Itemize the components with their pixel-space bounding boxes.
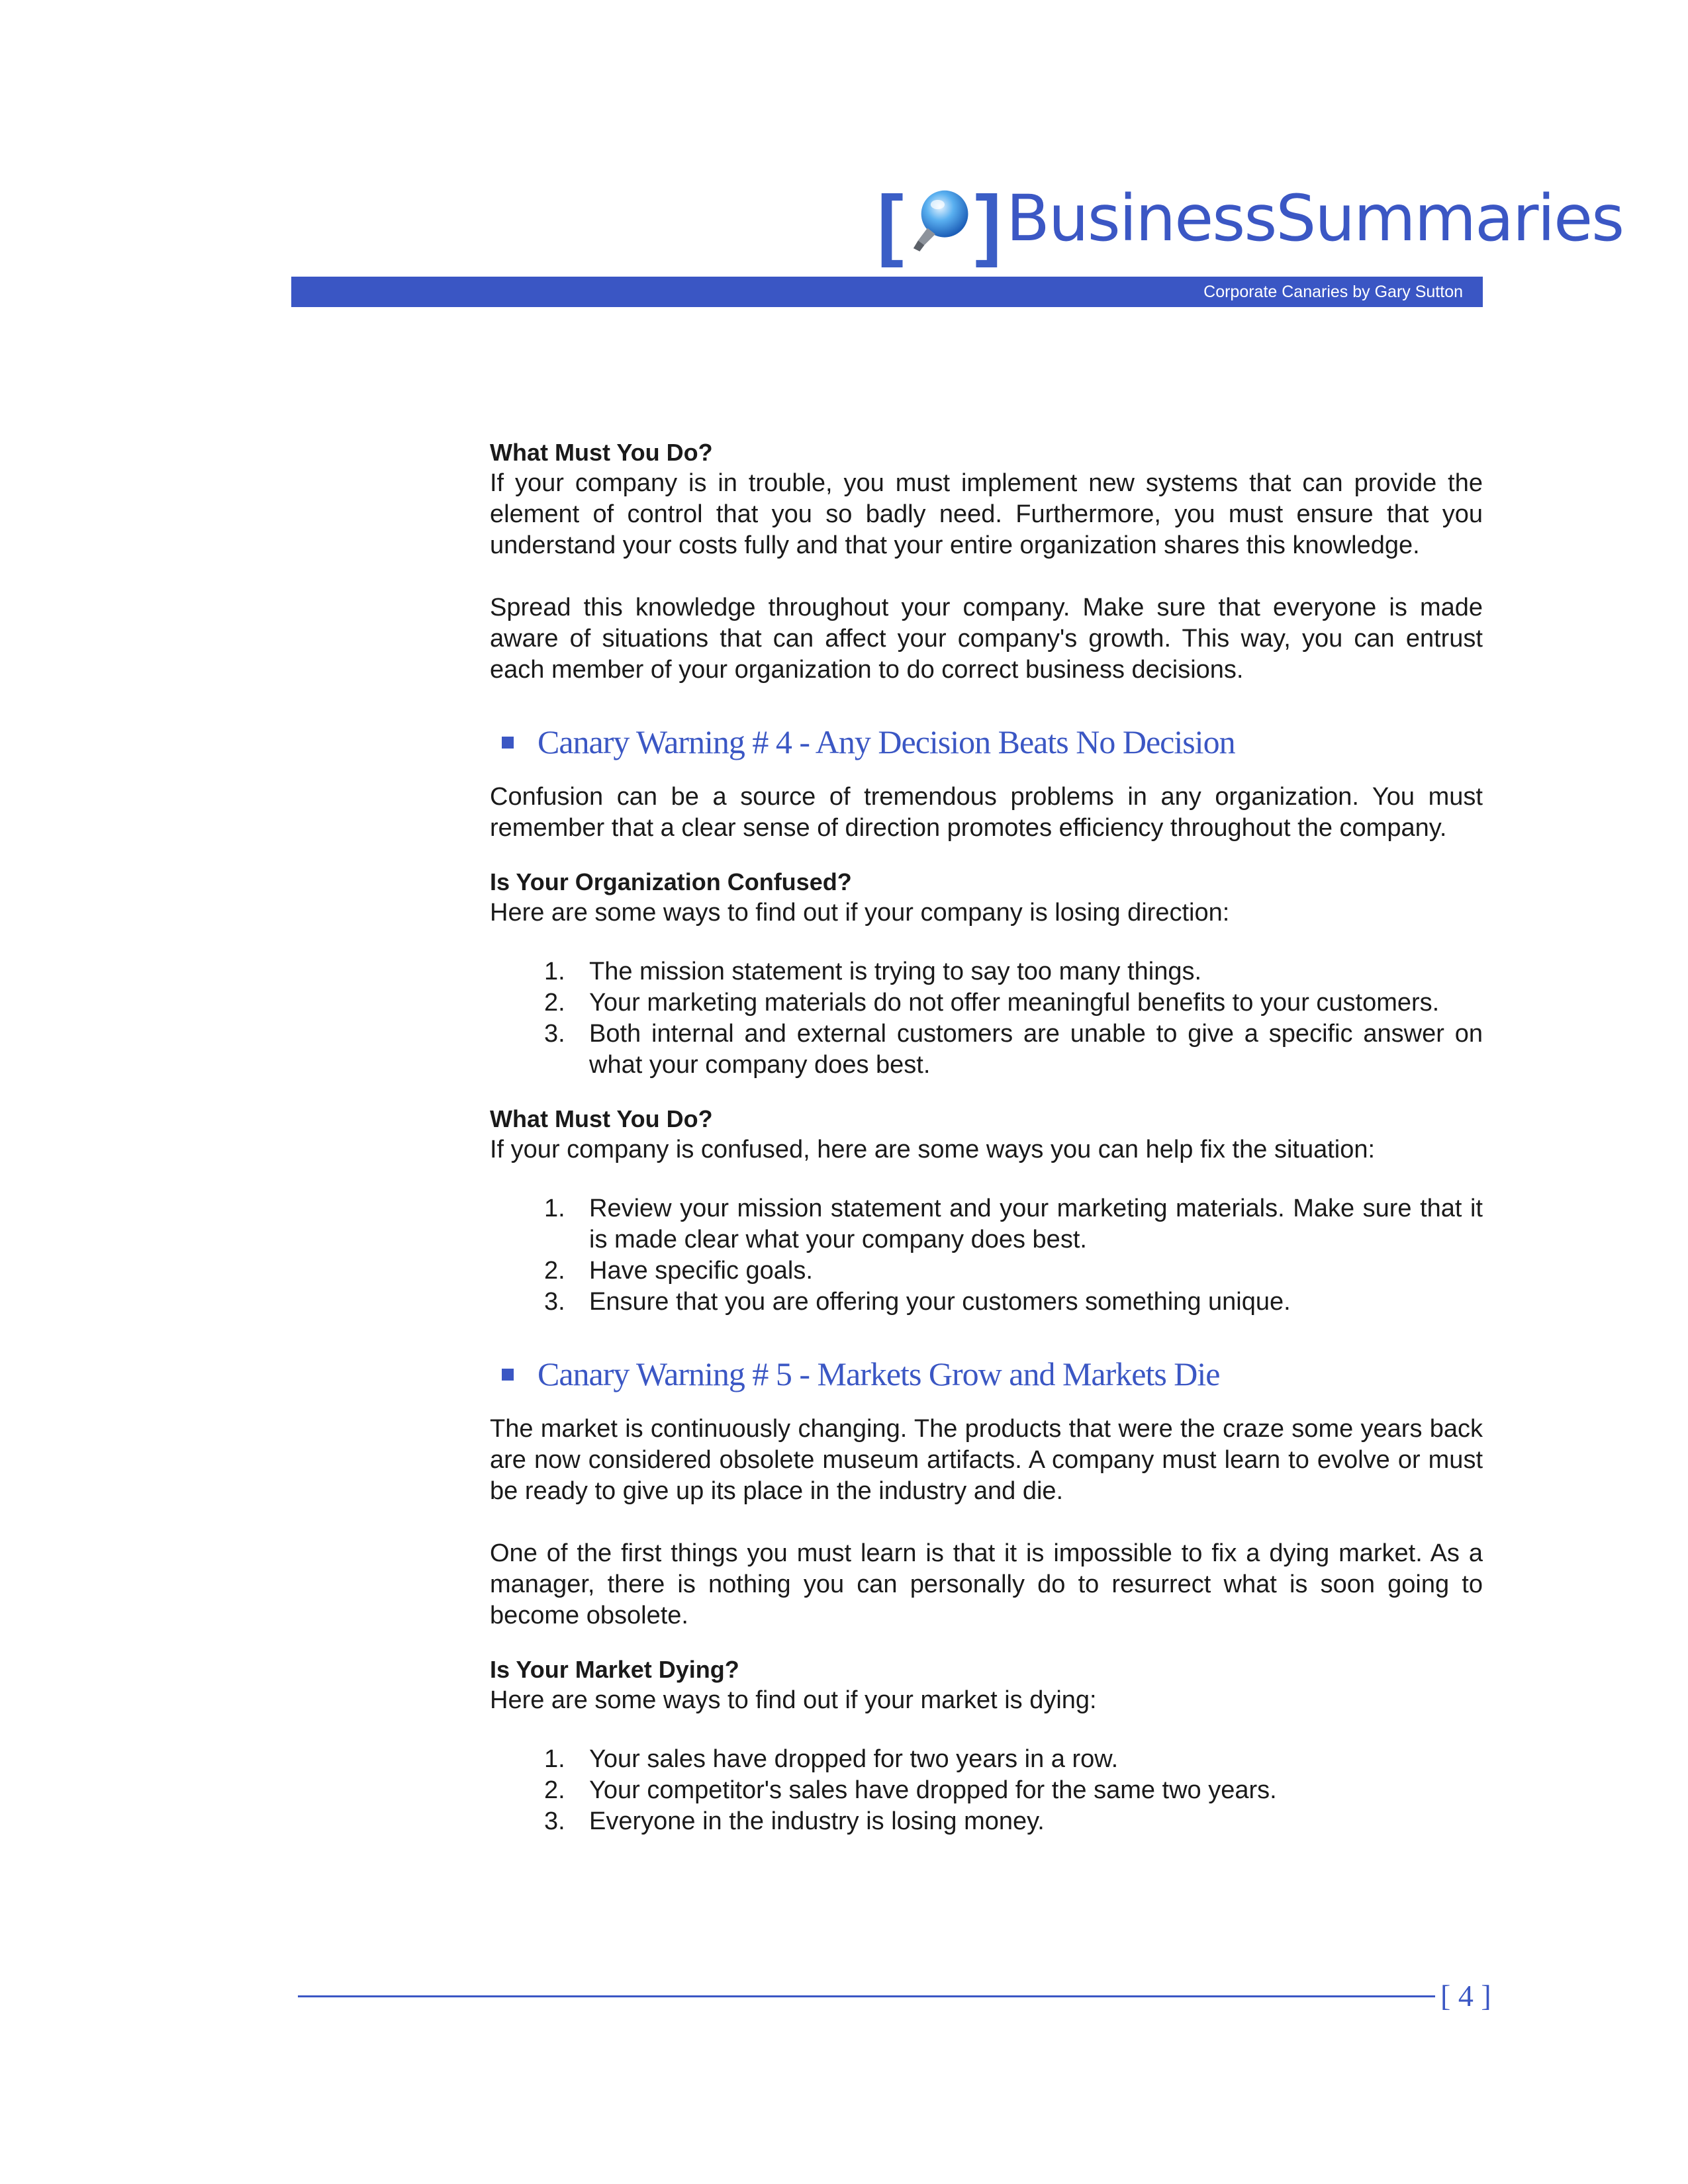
paragraph: Here are some ways to find out if your market is dying: <box>490 1686 1097 1714</box>
section-heading <box>490 1354 1483 1394</box>
list-item: 2. Have specific goals. <box>544 1257 813 1285</box>
paragraph: Here are some ways to find out if your company is losing direction: <box>490 899 1230 927</box>
book-title-author: Corporate Canaries by Gary Sutton <box>1203 283 1463 301</box>
footer-divider <box>298 1995 1435 1997</box>
list-item: 1. Your sales have dropped for two years in a row. <box>544 1745 1119 1773</box>
subheading: Is Your Organization Confused? <box>490 868 852 895</box>
page-content <box>490 437 1483 1837</box>
list-item: 1. Review your mission statement and your marketing materials. Make sure that it is made clear what your company does best. <box>544 1195 1483 1253</box>
numbered-list <box>490 956 1483 1081</box>
paragraph: One of the first things you must learn is that it is impossible to fix a dying market. As a manager, there is nothing you can personally do to resurrect what is soon going to become obsolete. <box>490 1539 1483 1629</box>
logo-bracket-right: ] <box>975 179 1002 268</box>
paragraph: Spread this knowledge throughout your company. Make sure that everyone is made aware of situations that can affect your company's growth. This way, you can entrust each member of your organization to do correct business decisions. <box>490 594 1483 684</box>
paragraph: If your company is in trouble, you must implement new systems that can provide the element of control that you so badly need. Furthermore, you must ensure that you understand your costs fully and that your entire organization shares this knowledge. <box>490 469 1483 559</box>
paragraph: If your company is confused, here are some ways you can help fix the situation: <box>490 1136 1376 1163</box>
brand-name: BusinessSummaries <box>1006 181 1624 255</box>
section-title-text: Canary Warning # 4 - Any Decision Beats No Decision <box>538 723 1235 760</box>
paragraph: Confusion can be a source of tremendous problems in any organization. You must remember that a clear sense of direction promotes efficiency throughout the company. <box>490 783 1483 842</box>
subheading: What Must You Do? <box>490 1105 713 1132</box>
paragraph: The market is continuously changing. The products that were the craze some years back are now considered obsolete museum artifacts. A company must learn to evolve or must be ready to give up its place in the industry and die. <box>490 1415 1483 1505</box>
section-heading <box>490 722 1483 762</box>
list-item: 3. Both internal and external customers are unable to give a specific answer on what your company does best. <box>544 1020 1483 1079</box>
list-item: 3. Ensure that you are offering your customers something unique. <box>544 1288 1291 1316</box>
section-title-text: Canary Warning # 5 - Markets Grow and Markets Die <box>538 1355 1220 1392</box>
list-item: 2. Your competitor's sales have dropped for the same two years. <box>544 1776 1277 1804</box>
header-bar <box>291 277 1483 307</box>
square-bullet-icon <box>502 737 514 749</box>
square-bullet-icon <box>502 1369 514 1381</box>
list-item: 1. The mission statement is trying to say too many things. <box>544 958 1202 985</box>
list-item: 3. Everyone in the industry is losing money. <box>544 1807 1045 1835</box>
numbered-list <box>490 1744 1483 1837</box>
subheading: What Must You Do? <box>490 439 713 466</box>
lightbulb-icon <box>901 183 979 261</box>
subheading: Is Your Market Dying? <box>490 1656 739 1683</box>
business-summaries-logo <box>877 179 1624 268</box>
numbered-list <box>490 1193 1483 1318</box>
page-number: [ 4 ] <box>1440 1979 1491 2013</box>
list-item: 2. Your marketing materials do not offer meaningful benefits to your customers. <box>544 989 1440 1017</box>
logo-bracket-left: [ <box>877 179 904 268</box>
